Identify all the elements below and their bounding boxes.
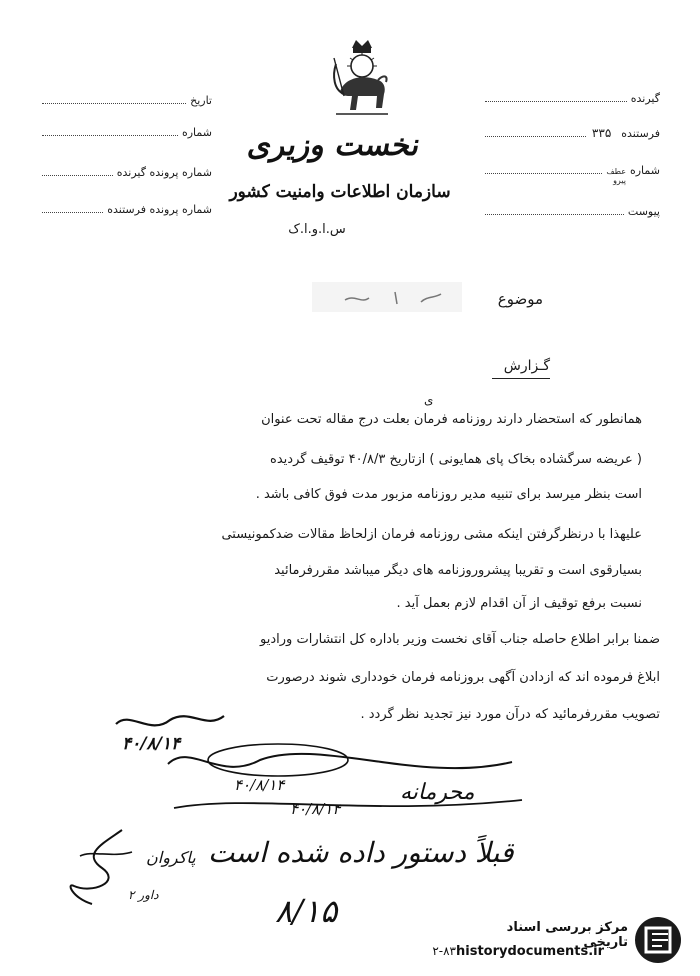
- ref-number-field: [485, 164, 660, 185]
- letterhead-subtitle: سازمان اطلاعات وامنیت کشور: [229, 182, 451, 202]
- ref-number-label: شماره: [629, 164, 660, 177]
- subject-remnant-strokes: [335, 286, 465, 310]
- recipient-field: [485, 92, 660, 105]
- handwritten-date-2: ۴۰/۸/۱۴: [234, 776, 285, 794]
- letterhead-code: س.ا.و.ا.ک: [288, 222, 346, 237]
- body-line-5: بسیارقوی است و تقریبا پیشروروزنامه های دیگر میباشد مقررفرمائید: [274, 563, 642, 578]
- recipient-file-dots: [42, 175, 113, 176]
- attachment-field: [485, 205, 660, 218]
- body-line-1: همانطور که استحضار دارند روزنامه فرمان بعلت درج مقاله تحت عنوان: [261, 412, 642, 427]
- ref-sub-top: عطف: [606, 167, 626, 176]
- recipient-file-field: [42, 166, 212, 179]
- number-dots: [42, 135, 178, 136]
- date-field: [42, 94, 212, 107]
- handwritten-signature: محرمانه: [400, 780, 475, 805]
- sender-field: [485, 126, 660, 140]
- ref-number-dots: [485, 173, 602, 174]
- left-signature-sub: داور ۲: [128, 888, 159, 902]
- watermark-title: مرکز بررسی اسناد تاریخی: [506, 920, 628, 950]
- recipient-label: گیرنده: [630, 92, 660, 105]
- letterhead-title: نخست وزیری: [245, 128, 424, 163]
- body-line-6: نسبت برفع توقیف از آن اقدام لازم بعمل آید .: [396, 596, 642, 611]
- recipient-dots: [485, 101, 627, 102]
- lion-and-sun-emblem-icon: [322, 34, 402, 124]
- number-field: [42, 126, 212, 139]
- handwritten-signature-underline: [170, 790, 530, 820]
- report-heading-underline: [492, 378, 550, 379]
- number-label: شماره: [181, 126, 212, 139]
- report-heading: گـزارش: [503, 358, 550, 374]
- body-line-9: تصویب مقررفرمائید که درآن مورد نیز تجدید نظر گردد .: [360, 707, 660, 722]
- watermark-url: historydocuments.ir: [456, 944, 605, 959]
- sender-file-label: شماره پرونده فرستنده: [107, 203, 212, 216]
- body-line-7: ضمنا برابر اطلاع حاصله جناب آقای نخست وزیر باداره کل انتشارات ورادیو: [260, 632, 660, 647]
- attachment-label: پیوست: [627, 205, 660, 218]
- insert-mark: ی: [424, 393, 434, 407]
- subject-label: موضوع: [497, 290, 543, 308]
- sender-value: ۳۳۵: [591, 126, 612, 140]
- body-line-2: ( عریضه سرگشاده بخاک پای همایونی ) ازتاریخ ۴۰/۸/۳ توقیف گردیده: [270, 452, 642, 467]
- handwritten-date-1: ۴۰/۸/۱۴: [122, 734, 181, 754]
- watermark-code: ۲-۸۳: [432, 944, 456, 958]
- sender-label: فرستنده: [621, 127, 660, 140]
- ref-subtypes: [606, 167, 626, 185]
- attachment-dots: [485, 214, 624, 215]
- body-line-3: است بنظر میرسد برای تنبیه مدیر روزنامه مزبور مدت فوق کافی باشد .: [255, 487, 642, 502]
- sender-file-dots: [42, 212, 103, 213]
- body-line-8: ابلاغ فرموده اند که ازدادن آگهی بروزنامه فرمان خودداری شوند درصورت: [266, 670, 660, 685]
- date-dots: [42, 103, 186, 104]
- body-line-4: علیهذا با درنظرگرفتن اینکه مشی روزنامه فرمان ازلحاظ مقالات ضدکمونیستی: [221, 527, 642, 542]
- watermark-logo-icon: [632, 914, 684, 966]
- handwritten-date-3: ۴۰/۸/۱۴: [290, 800, 341, 818]
- sender-file-field: [42, 203, 212, 216]
- left-signature-name: پاکروان: [146, 848, 196, 867]
- recipient-file-label: شماره پرونده گیرنده: [116, 166, 212, 179]
- handwritten-note-line: قبلاً دستور داده شده است: [208, 836, 514, 869]
- handwritten-number: ۸/۱۵: [275, 892, 338, 930]
- date-label: تاریخ: [190, 94, 212, 107]
- ref-sub-bottom: پیرو: [613, 176, 626, 185]
- sender-dots: [485, 136, 586, 137]
